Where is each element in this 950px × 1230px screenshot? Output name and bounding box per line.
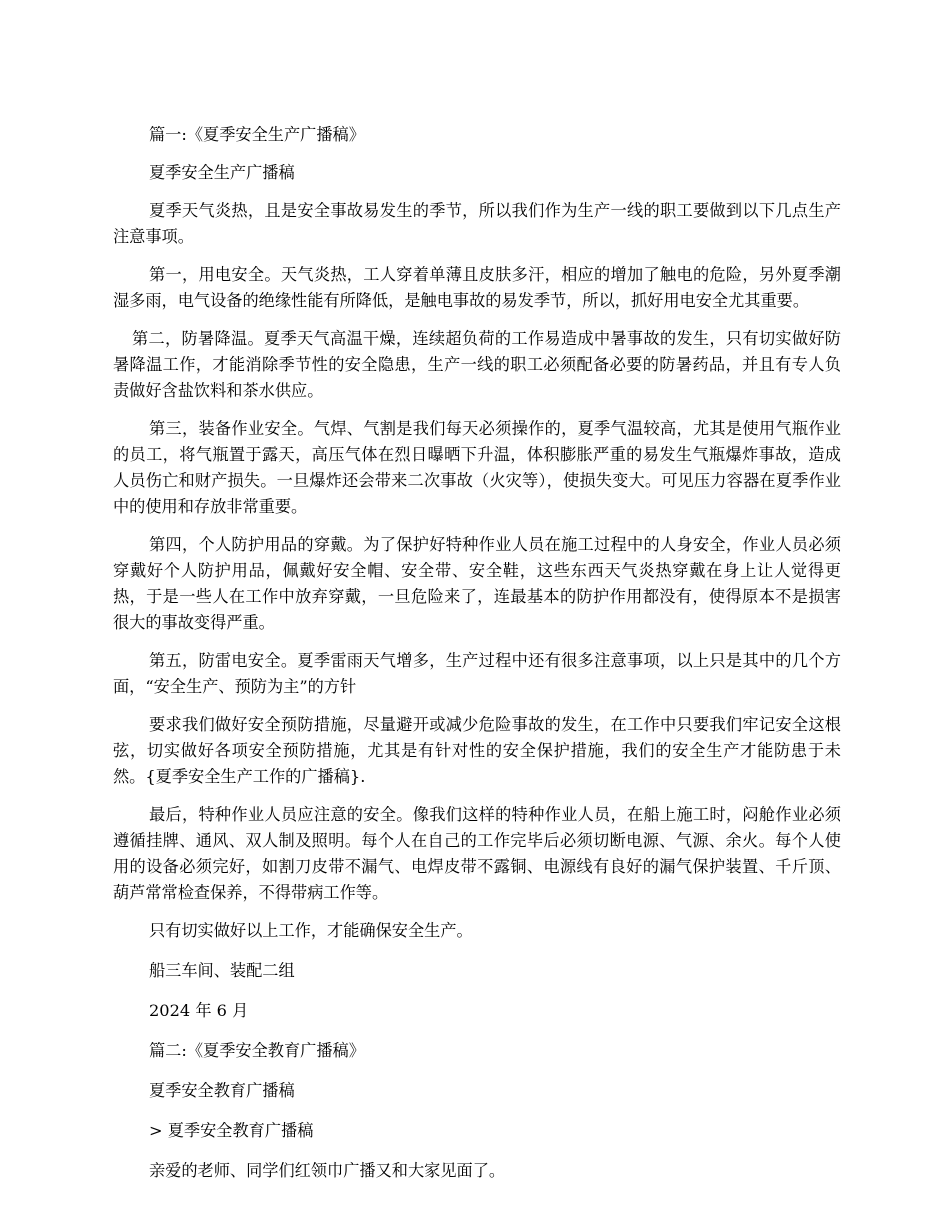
document-page <box>113 122 841 1196</box>
article-title-2: 夏季安全教育广播稿 <box>149 1081 295 1100</box>
article-title-1: 夏季安全生产广播稿 <box>149 163 295 182</box>
paragraph-heatstroke: 第二，防暑降温。夏季天气高温干燥，连续超负荷的工作易造成中暑事故的发生，只有切实做好防暑降温工作，才能消除季节性的安全隐患，生产一线的职工必须配备必要的防暑药品，并且有专人负责做好含盐饮料和茶水供应。 <box>113 329 841 400</box>
section-title-2: 篇二:《夏季安全教育广播稿》 <box>149 1041 365 1060</box>
conclusion-line: 只有切实做好以上工作，才能确保安全生产。 <box>149 921 473 940</box>
intro-paragraph: 夏季天气炎热，且是安全事故易发生的季节，所以我们作为生产一线的职工要做到以下几点生产注意事项。 <box>113 201 841 246</box>
paragraph-prevention: 要求我们做好安全预防措施，尽量避开或减少危险事故的发生，在工作中只要我们牢记安全这根弦，切实做好各项安全预防措施，尤其是有针对性的安全保护措施，我们的安全生产才能防患于未然。{夏季安全生产工作的广播稿}. <box>113 715 841 786</box>
paragraph-electric-safety: 第一，用电安全。天气炎热，工人穿着单薄且皮肤多汗，相应的增加了触电的危险，另外夏季潮湿多雨，电气设备的绝缘性能有所降低，是触电事故的易发季节，所以，抓好用电安全尤其重要。 <box>113 265 841 310</box>
signature-date: 2024 年 6 月 <box>149 1001 249 1020</box>
paragraph-equipment-safety: 第三，装备作业安全。气焊、气割是我们每天必须操作的，夏季气温较高，尤其是使用气瓶作业的员工，将气瓶置于露天，高压气体在烈日曝晒下升温，体积膨胀严重的易发生气瓶爆炸事故，造成人员伤亡和财产损失。一旦爆炸还会带来二次事故（火灾等），使损失变大。可见压力容器在夏季作业中的使用和存放非常重要。 <box>113 419 841 516</box>
section-title-1: 篇一:《夏季安全生产广播稿》 <box>149 125 365 144</box>
paragraph-lightning-safety: 第五，防雷电安全。夏季雷雨天气增多，生产过程中还有很多注意事项，以上只是其中的几个方面，“安全生产、预防为主”的方针 <box>113 651 841 696</box>
greeting-line: 亲爱的老师、同学们红领巾广播又和大家见面了。 <box>149 1161 506 1180</box>
signature-department: 船三车间、装配二组 <box>149 961 295 980</box>
paragraph-special-work: 最后，特种作业人员应注意的安全。像我们这样的特种作业人员，在船上施工时，闷舱作业必须遵循挂牌、通风、双人制及照明。每个人在自己的工作完毕后必须切断电源、气源、余火。每个人使用的设备必须完好，如割刀皮带不漏气、电焊皮带不露铜、电源线有良好的漏气保护装置、千斤顶、葫芦常常检查保养，不得带病工作等。 <box>113 805 841 902</box>
subtitle-line: > 夏季安全教育广播稿 <box>149 1121 314 1140</box>
paragraph-protective-gear: 第四，个人防护用品的穿戴。为了保护好特种作业人员在施工过程中的人身安全，作业人员必须穿戴好个人防护用品，佩戴好安全帽、安全带、安全鞋，这些东西天气炎热穿戴在身上让人觉得更热，于是一些人在工作中放弃穿戴，一旦危险来了，连最基本的防护作用都没有，使得原本不是损害很大的事故变得严重。 <box>113 535 841 632</box>
